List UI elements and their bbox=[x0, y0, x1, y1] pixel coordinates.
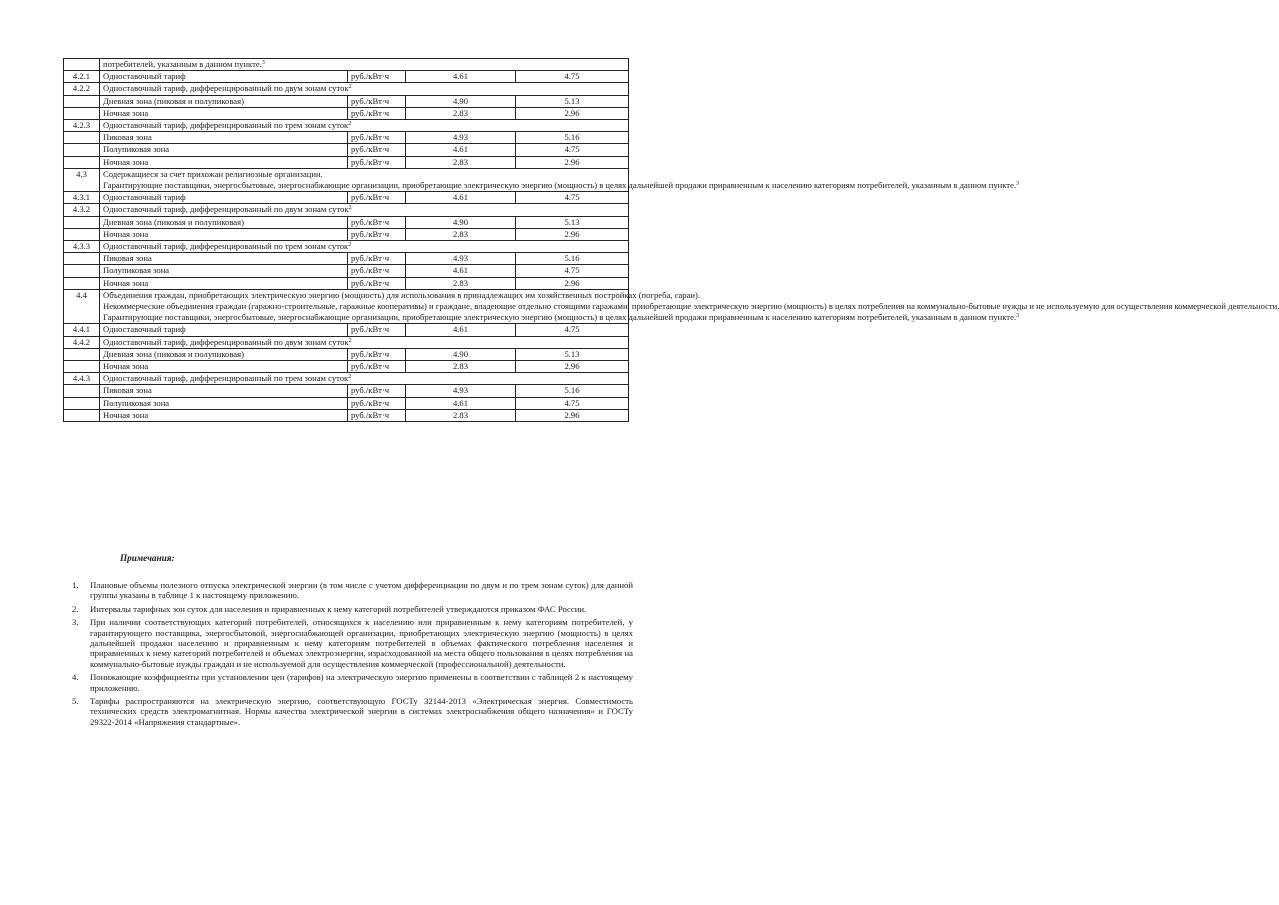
row-number bbox=[64, 132, 100, 144]
tariff-name: Ночная зона bbox=[100, 361, 348, 373]
row-number bbox=[64, 95, 100, 107]
paragraph-text: Некоммерческие объединения граждан (гаражно-строительные, гаражные кооперативы) и граждане, владеющие отдельно стоящими гаражами, приобретающие электрическую энергию (мощность) в целях потребления на коммунально-бытовые нужды и не используемую для осуществления коммерческой деятельности. bbox=[103, 301, 1279, 312]
footnote-ref: 3 bbox=[261, 60, 265, 66]
tariff-group-heading bbox=[100, 241, 629, 253]
tariff-name: Ночная зона bbox=[100, 277, 348, 289]
note-number: 5. bbox=[72, 696, 79, 707]
group-description bbox=[100, 168, 1020, 191]
tariff-table-wrapper bbox=[63, 58, 1279, 422]
tariff-name: Пиковая зона bbox=[100, 385, 348, 397]
footnote-ref: 2 bbox=[348, 205, 352, 212]
tariff-value-2: 4.75 bbox=[516, 324, 629, 336]
table-row bbox=[64, 336, 629, 348]
tariff-group-heading bbox=[100, 336, 629, 348]
row-number: 4.3.2 bbox=[64, 204, 100, 216]
tariff-value-2: 2.96 bbox=[516, 361, 629, 373]
tariff-value-1: 2.83 bbox=[406, 361, 516, 373]
footnote-ref: 2 bbox=[348, 242, 352, 249]
notes-list bbox=[68, 580, 633, 730]
tariff-value-2: 2.96 bbox=[516, 409, 629, 421]
tariff-value-1: 4.93 bbox=[406, 253, 516, 265]
row-number bbox=[64, 397, 100, 409]
table-row bbox=[64, 83, 629, 95]
heading-text: потребителей, указанным в данном пункте. bbox=[103, 59, 262, 69]
note-number: 1. bbox=[72, 580, 79, 590]
description-paragraph bbox=[103, 301, 1279, 312]
table-row bbox=[64, 192, 629, 204]
paragraph-text: Содержащиеся за счет прихожан религиозные организации. bbox=[103, 168, 323, 179]
tariff-value-1: 2.83 bbox=[406, 409, 516, 421]
tariff-value-2: 4.75 bbox=[516, 144, 629, 156]
tariff-group-heading bbox=[100, 83, 629, 95]
tariff-unit: руб./кВт·ч bbox=[348, 385, 406, 397]
row-number: 4.4 bbox=[64, 289, 100, 324]
table-row bbox=[64, 216, 629, 228]
table-row bbox=[64, 265, 629, 277]
table-row bbox=[64, 397, 629, 409]
row-number bbox=[64, 156, 100, 168]
tariff-value-2: 4.75 bbox=[516, 192, 629, 204]
note-number: 2. bbox=[72, 603, 79, 614]
footnote-ref: 2 bbox=[348, 121, 352, 128]
tariff-value-1: 4.61 bbox=[406, 324, 516, 336]
table-row bbox=[64, 289, 629, 324]
note-text: Тарифы распространяются на электрическую энергию, соответствующую ГОСТу 32144-2013 «Электрическая энергия. Совместимость технических средств электромагнитная. Нормы качества электрической энергии в системах электроснабжения общего назначения» и ГОСТу 29322-2014 «Напряжения стандартные». bbox=[90, 696, 633, 727]
table-row bbox=[64, 144, 629, 156]
paragraph-text: Объединения граждан, приобретающих электрическую энергию (мощность) для использования в принадлежащих им хозяйственных постройках (погреба, сараи). bbox=[103, 289, 701, 300]
description-paragraph bbox=[103, 289, 701, 301]
row-number bbox=[64, 277, 100, 289]
tariff-name: Полупиковая зона bbox=[100, 144, 348, 156]
tariff-name: Полупиковая зона bbox=[100, 265, 348, 277]
note-item bbox=[68, 617, 633, 669]
tariff-unit: руб./кВт·ч bbox=[348, 324, 406, 336]
tariff-name: Одноставочный тариф bbox=[100, 192, 348, 204]
footnote-ref: 3 bbox=[1016, 313, 1020, 320]
row-number bbox=[64, 59, 100, 71]
row-number: 4.2.2 bbox=[64, 83, 100, 95]
tariff-value-1: 2.83 bbox=[406, 277, 516, 289]
row-number: 4.4.3 bbox=[64, 373, 100, 385]
tariff-value-1: 2.83 bbox=[406, 228, 516, 240]
heading-text: Одноставочный тариф, дифференцированный по трем зонам суток bbox=[103, 373, 349, 384]
row-number: 4.3.3 bbox=[64, 241, 100, 253]
tariff-name: Пиковая зона bbox=[100, 132, 348, 144]
note-text: Понижающие коэффициенты при установлении цен (тарифов) на электрическую энергию применены в соответствии с таблицей 2 к настоящему приложению. bbox=[90, 672, 633, 693]
table-row bbox=[64, 253, 629, 265]
tariff-value-1: 4.93 bbox=[406, 385, 516, 397]
footnote-ref: 2 bbox=[348, 374, 352, 381]
row-number bbox=[64, 144, 100, 156]
note-text: Интервалы тарифных зон суток для населения и приравненных к нему категорий потребителей утверждаются приказом ФАС России. bbox=[90, 603, 587, 614]
note-text: При наличии соответствующих категорий потребителей, относящихся к населению или приравненным к нему категориям потребителей, у гарантирующего поставщика, энергосбытовой, энергоснабжающей организации, приобретающих электрическую энергию (мощность) в целях дальнейшей продажи населению и приравненным к нему категориям потребителей в объемах фактического потребления населения и приравненных к нему категорий потребителей и объемах электроэнергии, израсходованной на места общего пользования в целях потребления на коммунально-бытовые нужды граждан и не используемой для осуществления коммерческой (профессиональной) деятельности. bbox=[90, 617, 633, 669]
row-number bbox=[64, 216, 100, 228]
row-number bbox=[64, 265, 100, 277]
description-paragraph bbox=[103, 169, 625, 180]
tariff-name: Одноставочный тариф bbox=[100, 324, 348, 336]
row-number bbox=[64, 348, 100, 360]
row-number bbox=[64, 409, 100, 421]
footnote-ref: 3 bbox=[1016, 181, 1020, 188]
tariff-group-heading bbox=[100, 373, 629, 385]
tariff-unit: руб./кВт·ч bbox=[348, 192, 406, 204]
tariff-value-2: 4.75 bbox=[516, 397, 629, 409]
tariff-value-2: 5.16 bbox=[516, 253, 629, 265]
table-row bbox=[64, 168, 629, 191]
tariff-value-2: 2.96 bbox=[516, 156, 629, 168]
note-item bbox=[68, 580, 633, 601]
table-row bbox=[64, 95, 629, 107]
tariff-value-1: 4.61 bbox=[406, 397, 516, 409]
tariff-name: Пиковая зона bbox=[100, 253, 348, 265]
tariff-value-2: 2.96 bbox=[516, 277, 629, 289]
tariff-unit: руб./кВт·ч bbox=[348, 409, 406, 421]
table-row bbox=[64, 241, 629, 253]
tariff-name: Дневная зона (пиковая и полупиковая) bbox=[100, 216, 348, 228]
table-row bbox=[64, 361, 629, 373]
tariff-value-1: 4.90 bbox=[406, 216, 516, 228]
table-row bbox=[64, 373, 629, 385]
row-number: 4.4.1 bbox=[64, 324, 100, 336]
tariff-unit: руб./кВт·ч bbox=[348, 361, 406, 373]
tariff-value-1: 4.90 bbox=[406, 348, 516, 360]
note-number: 4. bbox=[72, 672, 79, 683]
note-item bbox=[68, 604, 633, 614]
tariff-name: Ночная зона bbox=[100, 409, 348, 421]
tariff-table bbox=[63, 58, 1279, 422]
footnote-ref: 2 bbox=[348, 337, 352, 344]
tariff-table-body bbox=[64, 59, 1279, 422]
tariff-value-1: 4.61 bbox=[406, 144, 516, 156]
tariff-unit: руб./кВт·ч bbox=[348, 397, 406, 409]
row-number: 4.4.2 bbox=[64, 336, 100, 348]
tariff-value-2: 2.96 bbox=[516, 228, 629, 240]
table-row bbox=[64, 277, 629, 289]
tariff-name: Дневная зона (пиковая и полупиковая) bbox=[100, 348, 348, 360]
paragraph-text: Гарантирующие поставщики, энергосбытовые, энергоснабжающие организации, приобретающие электрическую энергию (мощность) в целях дальнейшей продажи приравненным к населению категориям потребителей, указанным в данном пункте. bbox=[103, 180, 1017, 191]
tariff-value-2: 5.13 bbox=[516, 216, 629, 228]
heading-text: Одноставочный тариф, дифференцированный по двум зонам суток bbox=[103, 336, 349, 347]
table-row bbox=[64, 324, 629, 336]
footnote-ref: 2 bbox=[348, 84, 352, 91]
description-paragraph bbox=[103, 180, 1020, 191]
tariff-unit: руб./кВт·ч bbox=[348, 132, 406, 144]
tariff-unit: руб./кВт·ч bbox=[348, 95, 406, 107]
tariff-value-2: 5.16 bbox=[516, 132, 629, 144]
table-row bbox=[64, 385, 629, 397]
heading-text: Одноставочный тариф, дифференцированный по трем зонам суток bbox=[103, 120, 349, 131]
tariff-value-2: 5.16 bbox=[516, 385, 629, 397]
table-row bbox=[64, 71, 629, 83]
tariff-value-1: 2.83 bbox=[406, 156, 516, 168]
tariff-name: Дневная зона (пиковая и полупиковая) bbox=[100, 95, 348, 107]
tariff-name: Полупиковая зона bbox=[100, 397, 348, 409]
tariff-group-heading bbox=[100, 204, 629, 216]
tariff-name: Ночная зона bbox=[100, 107, 348, 119]
row-number: 4.3.1 bbox=[64, 192, 100, 204]
heading-text: Одноставочный тариф, дифференцированный по двум зонам суток bbox=[103, 204, 349, 215]
notes-title: Примечания: bbox=[120, 553, 175, 563]
heading-text: Одноставочный тариф, дифференцированный по трем зонам суток bbox=[103, 241, 349, 252]
row-number: 4.2.3 bbox=[64, 120, 100, 132]
tariff-unit: руб./кВт·ч bbox=[348, 348, 406, 360]
tariff-value-1: 4.61 bbox=[406, 71, 516, 83]
tariff-name: Одноставочный тариф bbox=[100, 71, 348, 83]
row-number: 4.3 bbox=[64, 168, 100, 191]
tariff-value-1: 2.83 bbox=[406, 107, 516, 119]
table-row bbox=[64, 107, 629, 119]
table-row bbox=[64, 204, 629, 216]
row-number bbox=[64, 228, 100, 240]
note-number: 3. bbox=[72, 617, 79, 628]
tariff-value-2: 5.13 bbox=[516, 95, 629, 107]
tariff-value-2: 2.96 bbox=[516, 107, 629, 119]
tariff-value-2: 4.75 bbox=[516, 71, 629, 83]
table-row bbox=[64, 132, 629, 144]
row-number bbox=[64, 253, 100, 265]
tariff-value-1: 4.61 bbox=[406, 265, 516, 277]
table-row bbox=[64, 120, 629, 132]
tariff-unit: руб./кВт·ч bbox=[348, 156, 406, 168]
table-row bbox=[64, 348, 629, 360]
tariff-value-2: 5.13 bbox=[516, 348, 629, 360]
note-text: Плановые объемы полезного отпуска электрической энергии (в том числе с учетом дифференциации по двум и по трем зонам суток) для данной группы указаны в таблице 1 к настоящему приложению. bbox=[90, 580, 633, 601]
group-description bbox=[100, 59, 629, 71]
tariff-value-1: 4.93 bbox=[406, 132, 516, 144]
row-number bbox=[64, 361, 100, 373]
tariff-value-1: 4.90 bbox=[406, 95, 516, 107]
note-item bbox=[68, 696, 633, 727]
tariff-unit: руб./кВт·ч bbox=[348, 107, 406, 119]
table-row bbox=[64, 409, 629, 421]
tariff-unit: руб./кВт·ч bbox=[348, 216, 406, 228]
description-paragraph bbox=[103, 312, 1020, 323]
table-row bbox=[64, 228, 629, 240]
tariff-value-2: 4.75 bbox=[516, 265, 629, 277]
table-row bbox=[64, 59, 629, 71]
tariff-unit: руб./кВт·ч bbox=[348, 71, 406, 83]
note-item bbox=[68, 672, 633, 693]
tariff-name: Ночная зона bbox=[100, 156, 348, 168]
tariff-name: Ночная зона bbox=[100, 228, 348, 240]
tariff-value-1: 4.61 bbox=[406, 192, 516, 204]
table-row bbox=[64, 156, 629, 168]
tariff-unit: руб./кВт·ч bbox=[348, 144, 406, 156]
tariff-unit: руб./кВт·ч bbox=[348, 265, 406, 277]
row-number bbox=[64, 385, 100, 397]
tariff-unit: руб./кВт·ч bbox=[348, 277, 406, 289]
paragraph-text: Гарантирующие поставщики, энергосбытовые, энергоснабжающие организации, приобретающие электрическую энергию (мощность) в целях дальнейшей продажи приравненным к населению категориям потребителей, указанным в данном пункте. bbox=[103, 312, 1017, 323]
group-description bbox=[100, 289, 1279, 324]
row-number: 4.2.1 bbox=[64, 71, 100, 83]
tariff-group-heading bbox=[100, 120, 629, 132]
tariff-unit: руб./кВт·ч bbox=[348, 228, 406, 240]
heading-text: Одноставочный тариф, дифференцированный по двум зонам суток bbox=[103, 83, 349, 94]
row-number bbox=[64, 107, 100, 119]
tariff-unit: руб./кВт·ч bbox=[348, 253, 406, 265]
